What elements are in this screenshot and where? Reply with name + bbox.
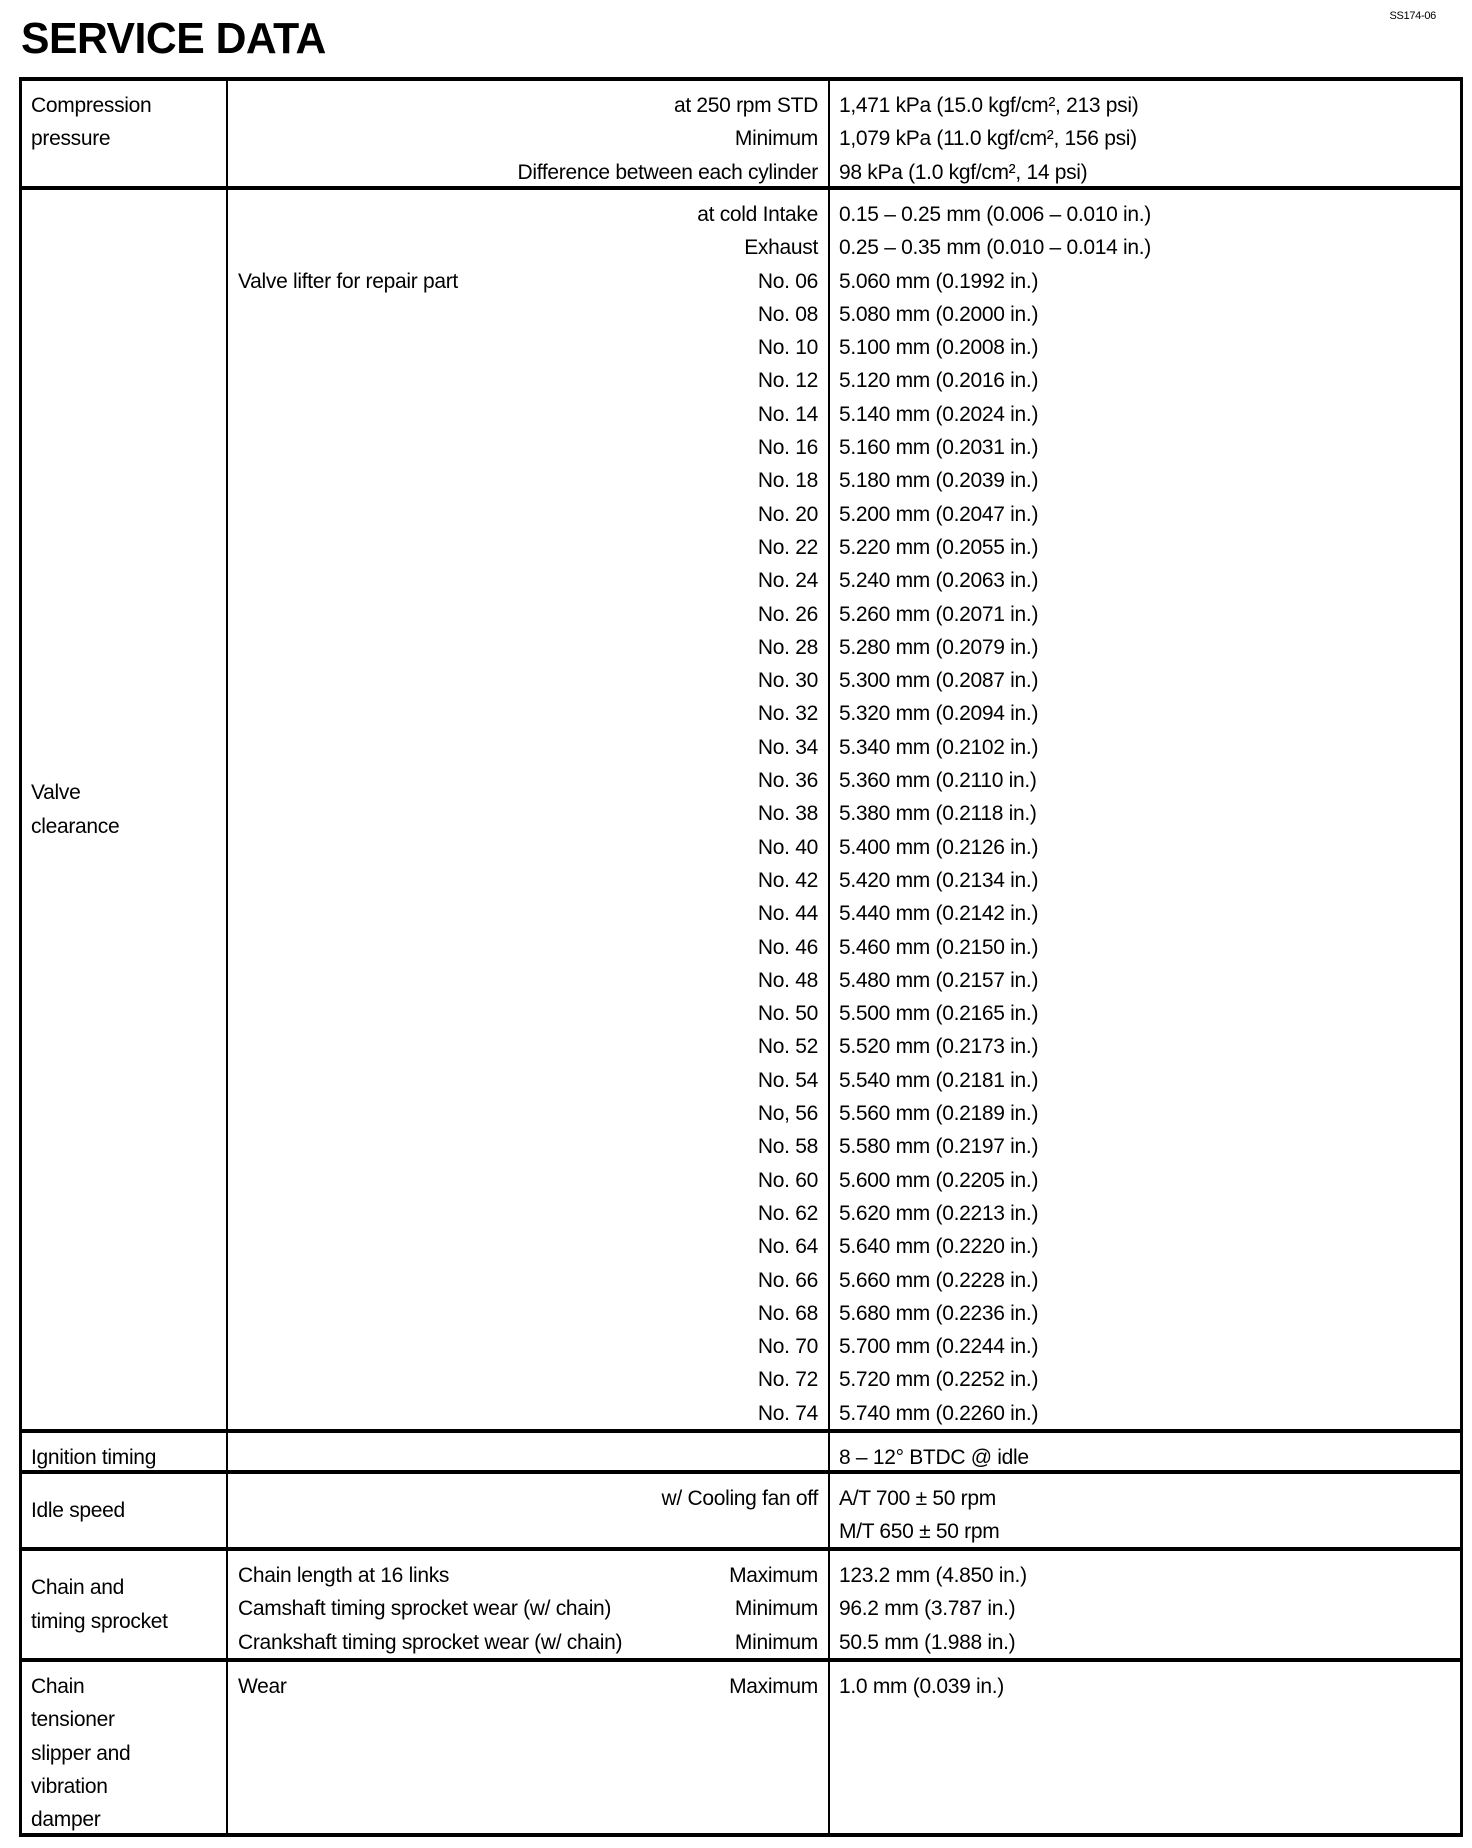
condition-qualifier: Maximum [729,1564,818,1587]
section-label-line: Compression [31,94,152,117]
section-label-cell [22,81,228,186]
condition-qualifier: Exhaust [744,236,818,260]
condition-qualifier: No. 62 [757,1201,818,1225]
condition-qualifier: No, 56 [757,1102,818,1126]
condition-row [228,897,828,930]
section-label [31,81,226,156]
condition-row [228,1030,828,1063]
condition-row [228,598,828,631]
condition-row [228,1626,828,1659]
spec-value: 5.500 mm (0.2165 in.) [839,1002,1039,1026]
spec-value: 5.600 mm (0.2205 in.) [839,1168,1039,1192]
spec-value: 5.740 mm (0.2260 in.) [839,1401,1039,1425]
value-cell [830,1433,1460,1470]
table-section [22,1470,1460,1547]
condition-qualifier: No. 22 [757,535,818,559]
spec-value: 0.15 – 0.25 mm (0.006 – 0.010 in.) [839,203,1151,226]
condition-row [228,631,828,664]
condition-cell [228,1474,830,1547]
condition-row [228,156,828,189]
spec-value: 1,079 kPa (11.0 kgf/cm², 156 psi) [839,127,1137,151]
spec-value: 5.520 mm (0.2173 in.) [839,1035,1039,1059]
condition-row [228,1397,828,1430]
value-cell [830,1551,1460,1658]
section-label-cell [22,1474,228,1547]
condition-row [228,122,828,155]
spec-value: 5.320 mm (0.2094 in.) [839,702,1039,726]
section-label-cell [22,190,228,1429]
condition-row [228,231,828,264]
condition-row [228,1515,828,1548]
value-cell [830,1662,1460,1833]
condition-item: Wear [238,1675,287,1698]
condition-row [228,1670,828,1703]
condition-row [228,1230,828,1263]
condition-cell [228,81,830,186]
spec-value: A/T 700 ± 50 rpm [839,1487,996,1510]
condition-row [228,531,828,564]
condition-row [228,764,828,797]
condition-qualifier: No. 72 [757,1368,818,1392]
service-data-table [19,77,1463,1837]
spec-value: 1.0 mm (0.039 in.) [839,1675,1004,1698]
condition-qualifier: No. 74 [757,1401,818,1425]
condition-item: Camshaft timing sprocket wear (w/ chain) [238,1597,612,1621]
condition-row [228,1164,828,1197]
spec-value: 0.25 – 0.35 mm (0.010 – 0.014 in.) [839,236,1151,260]
condition-qualifier: No. 48 [757,968,818,992]
condition-qualifier: No. 24 [757,569,818,593]
table-section [22,1429,1460,1470]
spec-value: 5.540 mm (0.2181 in.) [839,1068,1039,1092]
condition-qualifier: No. 38 [757,802,818,826]
section-label-line: tensioner [31,1708,115,1732]
condition-row [228,1592,828,1625]
condition-qualifier: No. 16 [757,436,818,460]
condition-row [228,265,828,298]
condition-cell [228,1433,830,1470]
condition-row [228,1559,828,1592]
condition-row [228,697,828,730]
spec-value: 5.680 mm (0.2236 in.) [839,1301,1039,1325]
section-label-line: slipper and [31,1741,131,1765]
condition-item: Valve lifter for repair part [238,269,458,293]
section-label-line: Chain [31,1675,85,1698]
spec-value: 5.360 mm (0.2110 in.) [839,769,1037,793]
spec-value: 96.2 mm (3.787 in.) [839,1597,1016,1621]
section-label-line: vibration [31,1774,108,1798]
condition-item: Crankshaft timing sprocket wear (w/ chain) [238,1630,623,1654]
condition-row [228,797,828,830]
spec-value: 5.700 mm (0.2244 in.) [839,1335,1039,1359]
condition-qualifier: No. 58 [757,1135,818,1159]
condition-qualifier: No. 18 [757,469,818,493]
condition-row [228,1264,828,1297]
spec-value: 5.260 mm (0.2071 in.) [839,602,1039,626]
spec-value: 5.140 mm (0.2024 in.) [839,402,1039,426]
spec-value: 5.180 mm (0.2039 in.) [839,469,1039,493]
condition-row [228,931,828,964]
condition-qualifier: No. 50 [757,1002,818,1026]
condition-qualifier: No. 42 [757,868,818,892]
condition-qualifier: No. 46 [757,935,818,959]
spec-value: 5.720 mm (0.2252 in.) [839,1368,1039,1392]
condition-qualifier: Maximum [729,1675,818,1698]
spec-value: 5.380 mm (0.2118 in.) [839,802,1037,826]
condition-row [228,1330,828,1363]
condition-qualifier: w/ Cooling fan off [661,1487,818,1510]
condition-qualifier: No. 10 [757,336,818,360]
condition-qualifier: at cold Intake [697,203,818,226]
condition-qualifier: No. 60 [757,1168,818,1192]
spec-value: 5.060 mm (0.1992 in.) [839,269,1039,293]
section-label [31,776,226,843]
page-title: SERVICE DATA [21,14,326,63]
spec-value: 5.280 mm (0.2079 in.) [839,635,1039,659]
spec-value: 5.640 mm (0.2220 in.) [839,1235,1039,1259]
value-cell [830,1474,1460,1547]
table-section [22,186,1460,1429]
table-section [22,77,1460,186]
section-label-cell [22,1662,228,1833]
condition-qualifier: No. 06 [757,269,818,293]
condition-qualifier: No. 54 [757,1068,818,1092]
condition-qualifier: No. 32 [757,702,818,726]
condition-qualifier: No. 08 [757,302,818,326]
condition-qualifier: No. 20 [757,502,818,526]
spec-value: 5.220 mm (0.2055 in.) [839,535,1039,559]
table-section [22,1547,1460,1658]
condition-qualifier: Minimum [734,127,818,151]
document-code: SS174-06 [1389,10,1436,22]
section-label [31,1433,226,1474]
condition-row [228,89,828,122]
section-label-line: Idle speed [31,1498,125,1522]
section-label [31,1571,226,1638]
condition-row [228,1197,828,1230]
section-label-cell [22,1433,228,1470]
section-label-cell [22,1551,228,1658]
value-cell [830,190,1460,1429]
spec-value: 5.100 mm (0.2008 in.) [839,336,1039,360]
spec-value: 5.560 mm (0.2189 in.) [839,1102,1039,1126]
spec-value: 123.2 mm (4.850 in.) [839,1564,1027,1587]
condition-cell [228,1551,830,1658]
spec-value: M/T 650 ± 50 rpm [839,1520,1000,1544]
section-label [31,1662,226,1836]
condition-cell [228,1662,830,1833]
condition-qualifier: Difference between each cylinder [517,160,818,184]
condition-row [228,464,828,497]
condition-qualifier: No. 36 [757,769,818,793]
condition-row [228,431,828,464]
spec-value: 5.120 mm (0.2016 in.) [839,369,1039,393]
section-label-line: Ignition timing [31,1446,157,1469]
condition-row [228,1482,828,1515]
section-label-line: pressure [31,127,111,151]
spec-value: 5.400 mm (0.2126 in.) [839,835,1039,859]
spec-value: 5.580 mm (0.2197 in.) [839,1135,1039,1159]
condition-row [228,1363,828,1396]
condition-row [228,298,828,331]
condition-row [228,664,828,697]
section-label-line: clearance [31,814,120,838]
condition-row [228,831,828,864]
condition-row [228,331,828,364]
condition-qualifier: No. 52 [757,1035,818,1059]
condition-row [228,564,828,597]
condition-row [228,964,828,997]
condition-row [228,731,828,764]
table-section [22,1658,1460,1833]
section-label-line: damper [31,1808,101,1832]
spec-value: 5.340 mm (0.2102 in.) [839,735,1039,759]
condition-row [228,364,828,397]
spec-value: 5.480 mm (0.2157 in.) [839,968,1039,992]
spec-value: 5.080 mm (0.2000 in.) [839,302,1039,326]
condition-row [228,498,828,531]
spec-value: 1,471 kPa (15.0 kgf/cm², 213 psi) [839,94,1139,117]
condition-qualifier: No. 34 [757,735,818,759]
condition-qualifier: No. 70 [757,1335,818,1359]
condition-row [228,1297,828,1330]
condition-item: Chain length at 16 links [238,1564,450,1587]
condition-qualifier: No. 14 [757,402,818,426]
condition-qualifier: No. 40 [757,835,818,859]
spec-value: 50.5 mm (1.988 in.) [839,1630,1016,1654]
condition-qualifier: No. 68 [757,1301,818,1325]
section-label-line: Chain and [31,1576,125,1600]
condition-qualifier: Minimum [734,1630,818,1654]
condition-qualifier: No. 12 [757,369,818,393]
spec-value: 5.300 mm (0.2087 in.) [839,669,1039,693]
condition-row [228,997,828,1030]
condition-row [228,864,828,897]
spec-value: 98 kPa (1.0 kgf/cm², 14 psi) [839,160,1088,184]
condition-qualifier: Minimum [734,1597,818,1621]
section-label [31,1494,226,1527]
spec-value: 5.440 mm (0.2142 in.) [839,902,1039,926]
section-label-line: Valve [31,781,81,805]
condition-row [228,1064,828,1097]
spec-value: 5.240 mm (0.2063 in.) [839,569,1039,593]
spec-value: 8 – 12° BTDC @ idle [839,1446,1029,1469]
condition-qualifier: No. 64 [757,1235,818,1259]
condition-cell [228,190,830,1429]
condition-row [228,1130,828,1163]
spec-value: 5.200 mm (0.2047 in.) [839,502,1039,526]
spec-value: 5.420 mm (0.2134 in.) [839,868,1039,892]
condition-qualifier: No. 30 [757,669,818,693]
spec-value: 5.660 mm (0.2228 in.) [839,1268,1039,1292]
condition-qualifier: No. 44 [757,902,818,926]
condition-qualifier: at 250 rpm STD [673,94,818,117]
spec-value: 5.620 mm (0.2213 in.) [839,1201,1039,1225]
value-cell [830,81,1460,186]
condition-qualifier: No. 66 [757,1268,818,1292]
condition-qualifier: No. 28 [757,635,818,659]
condition-row [228,398,828,431]
spec-value: 5.460 mm (0.2150 in.) [839,935,1039,959]
condition-row [228,198,828,231]
spec-value: 5.160 mm (0.2031 in.) [839,436,1039,460]
condition-row [228,1097,828,1130]
condition-qualifier: No. 26 [757,602,818,626]
section-label-line: timing sprocket [31,1609,168,1633]
